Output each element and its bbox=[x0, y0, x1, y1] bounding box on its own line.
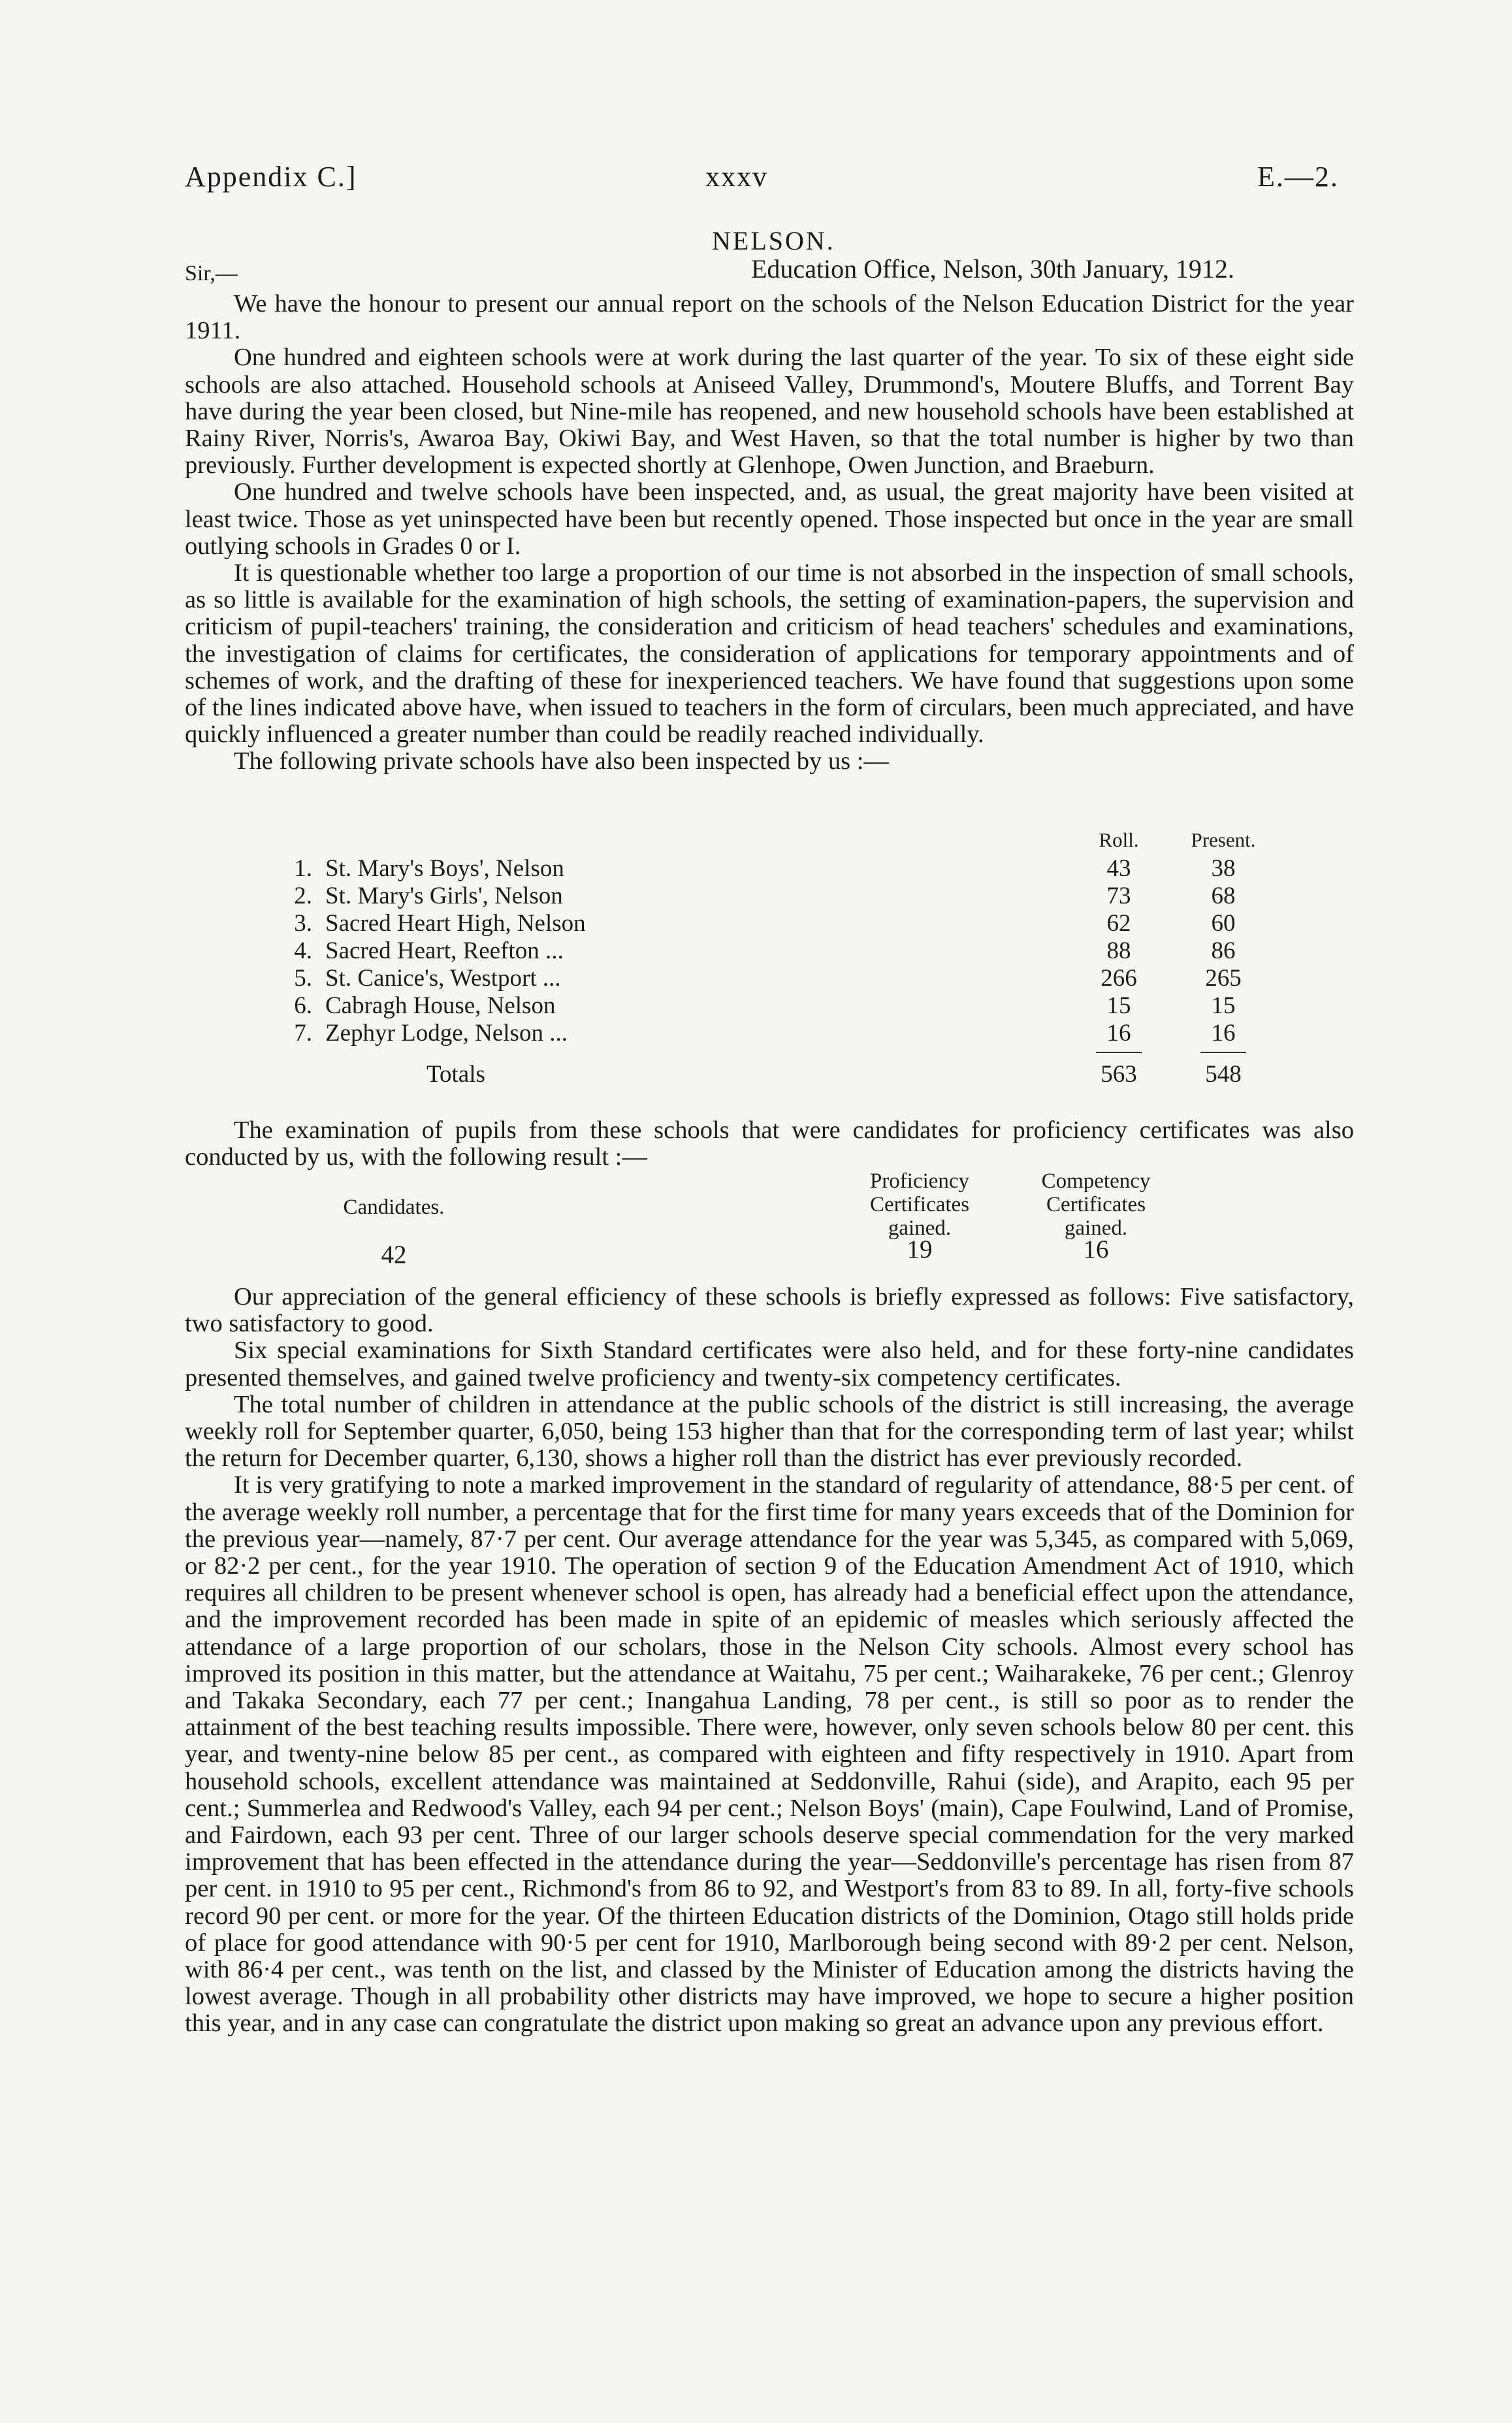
salutation: Sir,— bbox=[185, 261, 238, 285]
present-value: 86 bbox=[1211, 937, 1236, 964]
school-name: Sacred Heart, Reefton ... bbox=[325, 937, 564, 964]
column-header-roll: Roll. bbox=[1099, 828, 1139, 851]
row-number: 2. bbox=[294, 883, 312, 909]
column-header-competency: Competency Certificates gained. bbox=[1041, 1169, 1151, 1240]
competency-value: 16 bbox=[1083, 1235, 1109, 1263]
table-row bbox=[185, 964, 1354, 992]
school-name: Zephyr Lodge, Nelson ... bbox=[325, 1020, 568, 1047]
paragraph: The examination of pupils from these schools that were candidates for proficiency certificates was also conducted by us, with the following result :— bbox=[185, 1116, 1354, 1171]
proficiency-value: 19 bbox=[907, 1235, 933, 1263]
header-appendix: Appendix C.] bbox=[185, 161, 357, 193]
school-name: St. Mary's Boys', Nelson bbox=[325, 855, 564, 882]
closing-paragraphs bbox=[185, 1284, 1354, 2038]
row-number: 1. bbox=[294, 855, 312, 882]
totals-row bbox=[185, 1060, 1354, 1088]
table-row bbox=[185, 909, 1354, 937]
table-row bbox=[185, 1019, 1354, 1047]
divider bbox=[1200, 1052, 1246, 1053]
table-row bbox=[185, 992, 1354, 1019]
school-name: Sacred Heart High, Nelson bbox=[325, 910, 586, 937]
roll-value: 88 bbox=[1106, 937, 1131, 964]
present-value: 38 bbox=[1211, 855, 1236, 882]
dateline: Education Office, Nelson, 30th January, 1912. bbox=[751, 254, 1234, 284]
table-row bbox=[185, 937, 1354, 964]
present-value: 60 bbox=[1211, 910, 1236, 937]
school-name: Cabragh House, Nelson bbox=[325, 992, 556, 1019]
school-name: St. Canice's, Westport ... bbox=[325, 965, 561, 992]
header-page-number: xxxv bbox=[705, 161, 768, 193]
paragraph: One hundred and twelve schools have been inspected, and, as usual, the great majority have been visited at least twice. Those as yet uninspected have been but recently opened. Those inspected but once in the year are small outlying schools in Grades 0 or I. bbox=[185, 478, 1354, 560]
paragraph: Our appreciation of the general efficiency of these schools is briefly expressed as follows: Five satisfactory, two satisfactory to good. bbox=[185, 1283, 1354, 1338]
column-header-candidates: Candidates. bbox=[343, 1195, 445, 1219]
total-roll: 563 bbox=[1101, 1061, 1137, 1088]
column-header-proficiency: Proficiency Certificates gained. bbox=[869, 1169, 970, 1240]
present-value: 16 bbox=[1211, 1020, 1236, 1047]
row-number: 6. bbox=[294, 992, 312, 1019]
present-value: 15 bbox=[1211, 992, 1236, 1019]
table-header-row bbox=[185, 828, 1354, 856]
roll-value: 73 bbox=[1106, 883, 1131, 909]
row-number: 3. bbox=[294, 910, 312, 937]
roll-value: 15 bbox=[1106, 992, 1131, 1019]
school-name: St. Mary's Girls', Nelson bbox=[325, 883, 563, 909]
exam-intro bbox=[185, 1117, 1354, 1171]
report-title: NELSON. bbox=[712, 226, 835, 255]
divider bbox=[1096, 1052, 1142, 1053]
roll-value: 43 bbox=[1106, 855, 1131, 882]
totals-label: Totals bbox=[426, 1061, 485, 1088]
paragraph: The total number of children in attendance at the public schools of the district is still increasing, the average weekly roll for September quarter, 6,050, being 153 higher than that for the corresponding term of last year; whilst the return for December quarter, 6,130, shows a higher roll than the district has ever previously recorded. bbox=[185, 1390, 1354, 1472]
roll-value: 266 bbox=[1101, 965, 1137, 992]
row-number: 5. bbox=[294, 965, 312, 992]
row-number: 4. bbox=[294, 937, 312, 964]
roll-value: 16 bbox=[1106, 1020, 1131, 1047]
roll-value: 62 bbox=[1106, 910, 1131, 937]
total-present: 548 bbox=[1205, 1061, 1242, 1088]
paragraph: We have the honour to present our annual report on the schools of the Nelson Education District for the year 1911. bbox=[185, 290, 1354, 345]
header-series: E.—2. bbox=[1257, 161, 1339, 193]
table-row bbox=[185, 854, 1354, 882]
column-header-present: Present. bbox=[1191, 828, 1256, 851]
row-number: 7. bbox=[294, 1020, 312, 1047]
paragraph: One hundred and eighteen schools were at work during the last quarter of the year. To six of these eight side schools are also attached. Household schools at Aniseed Valley, Drummond's, Moutere Bluffs, and Torrent Bay have during the year been closed, but Nine-mile has reopened, and new household schools have been established at Rainy River, Norris's, Awaroa Bay, Okiwi Bay, and West Haven, so that the total number is higher by two than previously. Further development is expected shortly at Glenhope, Owen Junction, and Braeburn. bbox=[185, 344, 1354, 480]
paragraph: Six special examinations for Sixth Standard certificates were also held, and for these forty-nine candidates presented themselves, and gained twelve proficiency and twenty-six competency certificates. bbox=[185, 1337, 1354, 1391]
paragraph: It is very gratifying to note a marked improvement in the standard of regularity of attendance, 88·5 per cent. of the average weekly roll number, a percentage that for the first time for many years exceeds that of the Dominion for the previous year—namely, 87·7 per cent. Our average attendance for the year was 5,345, as compared with 5,069, or 82·2 per cent., for the year 1910. The operation of section 9 of the Education Amendment Act of 1910, which requires all children to be present whenever school is open, has already had a beneficial effect upon the attendance, and the improvement recorded has been made in spite of an epidemic of measles which seriously affected the attendance of a large proportion of our scholars, those in the Nelson City schools. Almost every school has improved its position in this matter, but the attendance at Waitahu, 75 per cent.; Waiharakeke, 76 per cent.; Glenroy and Takaka Secondary, each 77 per cent.; Inangahua Landing, 78 per cent., is still so poor as to render the attainment of the best teaching results impossible. There were, however, only seven schools below 80 per cent. this year, and twenty-nine below 85 per cent., as compared with eighteen and fifty respectively in 1910. Apart from household schools, excellent attendance was maintained at Seddonville, Rahui (side), and Arapito, each 95 per cent.; Summerlea and Redwood's Valley, each 94 per cent.; Nelson Boys' (main), Cape Foulwind, Land of Promise, and Fairdown, each 93 per cent. Three of our larger schools deserve special commendation for the very marked improvement that has been effected in the attendance during the year—Seddonville's percentage has risen from 87 per cent. in 1910 to 95 per cent., Richmond's from 86 to 92, and Westport's from 83 to 89. In all, forty-five schools record 90 per cent. or more for the year. Of the thirteen Education districts of the Dominion, Otago still holds pride of place for good attendance with 90·5 per cent for 1910, Marlborough being second with 89·2 per cent. Nelson, with 86·4 per cent., was tenth on the list, and classed by the Minister of Education among the districts having the lowest average. Though in all probability other districts may have improved, we hope to secure a higher position this year, and in any case can congratulate the district upon making so great an advance upon any previous effort. bbox=[185, 1471, 1354, 2038]
table-row bbox=[185, 882, 1354, 909]
present-value: 68 bbox=[1211, 883, 1236, 909]
candidates-value: 42 bbox=[381, 1241, 407, 1269]
paragraph: The following private schools have also been inspected by us :— bbox=[234, 747, 889, 775]
present-value: 265 bbox=[1205, 965, 1242, 992]
paragraph: It is questionable whether too large a proportion of our time is not absorbed in the inspection of small schools, as so little is available for the examination of high schools, the setting of examination-papers, the supervision and criticism of pupil-teachers' training, the consideration and criticism of head teachers' schedules and examinations, the investigation of claims for certificates, the consideration of applications for temporary appointments and of schemes of work, and the drafting of these for inexperienced teachers. We have found that suggestions upon some of the lines indicated above have, when issued to teachers in the form of circulars, been much appreciated, and have quickly influenced a greater number than could be readily reached individually. bbox=[185, 559, 1354, 749]
intro-paragraphs bbox=[185, 291, 1354, 775]
